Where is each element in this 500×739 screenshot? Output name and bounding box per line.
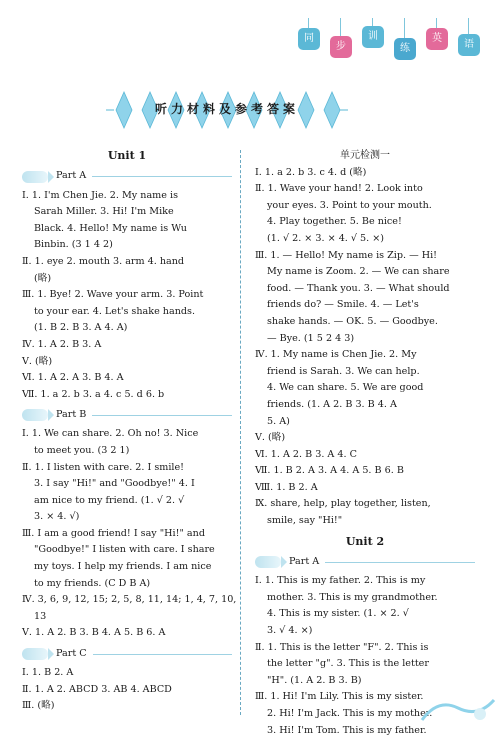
answer-line: Ⅸ. share, help, play together, listen, (255, 498, 431, 510)
answer-line: Ⅳ. 1. A 2. B 3. A (22, 338, 102, 350)
answer-line: (1. √ 2. × 3. × 4. √ 5. ×) (267, 232, 385, 244)
answer-line: Ⅶ. 1. B 2. A 3. A 4. A 5. B 6. B (255, 465, 404, 477)
answer-line: 13 (34, 610, 47, 622)
header-tag: 同 (298, 28, 320, 50)
answer-line: Ⅰ. 1. We can share. 2. Oh no! 3. Nice (22, 428, 199, 440)
answer-line: shake hands. — OK. 5. — Goodbye. (267, 315, 438, 327)
answer-line: Ⅰ. 1. I'm Chen Jie. 2. My name is (22, 189, 178, 201)
arrow-icon (22, 409, 48, 421)
answer-line: 3. I say "Hi!" and "Goodbye!" 4. I (34, 478, 195, 490)
banner-title: 听力材料及参考答案 (154, 102, 299, 116)
answer-line: mother. 3. This is my grandmother. (267, 591, 438, 603)
answer-line: Ⅵ. 1. A 2. B 3. A 4. C (255, 448, 357, 460)
answer-line: Ⅲ. 1. Hi! I'm Lily. This is my sister. (255, 691, 424, 703)
header-tag: 训 (362, 26, 384, 48)
right-column (255, 148, 475, 739)
divider-line (92, 176, 232, 177)
answer-line: 4. This is my sister. (1. × 2. √ (267, 608, 409, 620)
part-c-answers (22, 665, 232, 715)
answer-line: Ⅲ. 1. Bye! 2. Wave your arm. 3. Point (22, 289, 204, 301)
part-a-label: Part A (255, 553, 475, 571)
answer-line: 2. Hi! I'm Jack. This is my mother. (267, 708, 433, 719)
answer-line: "H". (1. A 2. B 3. B) (267, 674, 362, 686)
answer-line: Ⅵ. 1. A 2. A 3. B 4. A (22, 372, 124, 384)
part-b-answers (22, 426, 237, 642)
answer-line: friends. (1. A 2. B 3. B 4. A (267, 398, 397, 410)
header-tag: 步 (330, 36, 352, 58)
test-answers (255, 165, 475, 530)
answer-line: the letter "g". 3. This is the letter (267, 658, 429, 670)
answer-line: Ⅳ. 3, 6, 9, 12, 15; 2, 5, 8, 11, 14; 1, 4, 7, 10, (22, 594, 237, 606)
answer-line: Ⅲ. I am a good friend! I say "Hi!" and (22, 527, 205, 539)
answer-line: (1. B 2. B 3. A 4. A) (34, 322, 128, 334)
answer-line: 3. √ 4. ×) (267, 625, 313, 637)
tag-string (404, 18, 405, 38)
page-header (0, 0, 500, 116)
answer-line: to your ear. 4. Let's shake hands. (34, 305, 195, 317)
answer-line: 4. Play together. 5. Be nice! (267, 216, 402, 228)
divider-line (93, 654, 232, 655)
answer-line: Ⅴ. (略) (22, 355, 53, 367)
answer-line: Ⅱ. 1. This is the letter "F". 2. This is (255, 641, 429, 653)
tag-string (436, 18, 437, 28)
answer-line: friend is Sarah. 3. We can help. (267, 365, 420, 377)
answer-line: Sarah Miller. 3. Hi! I'm Mike (34, 206, 174, 218)
answer-line: Black. 4. Hello! My name is Wu (34, 222, 187, 234)
tag-string (308, 18, 309, 28)
answer-line: Binbin. (3 1 4 2) (34, 239, 113, 251)
answer-line: Ⅴ. (略) (255, 432, 286, 444)
arrow-icon (22, 648, 48, 660)
arrow-icon (255, 556, 281, 568)
header-tag: 练 (394, 38, 416, 60)
answer-line: My name is Zoom. 2. — We can share (267, 266, 450, 278)
answer-line: friends do? — Smile. 4. — Let's (267, 299, 419, 311)
answer-line: Ⅴ. 1. A 2. B 3. B 4. A 5. B 6. A (22, 627, 166, 639)
answer-line: — Bye. (1 5 2 4 3) (267, 332, 355, 344)
divider-line (92, 415, 232, 416)
header-tag: 英 (426, 28, 448, 50)
tag-string (340, 18, 341, 36)
answer-line: Ⅲ. 1. — Hello! My name is Zip. — Hi! (255, 249, 438, 261)
answer-line: am nice to my friend. (1. √ 2. √ (34, 494, 185, 506)
part-b-label: Part B (22, 406, 232, 424)
answer-line: to my friends. (C D B A) (34, 577, 151, 589)
unit-title: Unit 2 (345, 534, 385, 548)
header-tag: 语 (458, 34, 480, 56)
answer-line: smile, say "Hi!" (267, 515, 343, 527)
answer-line: Ⅱ. 1. Wave your hand! 2. Look into (255, 183, 423, 195)
tag-string (372, 18, 373, 26)
answer-line: Ⅰ. 1. This is my father. 2. This is my (255, 575, 426, 587)
answer-line: to meet you. (3 2 1) (34, 444, 130, 456)
answer-line: Ⅰ. 1. B 2. A (22, 667, 74, 679)
answer-line: (略) (34, 272, 52, 284)
answer-line: Ⅱ. 1. A 2. ABCD 3. AB 4. ABCD (22, 683, 172, 695)
divider-line (325, 562, 475, 563)
header-tags (298, 18, 488, 64)
answer-line: "Goodbye!" I listen with care. I share (34, 544, 215, 556)
left-column (22, 148, 237, 715)
column-divider (240, 150, 241, 715)
answer-line: Ⅲ. (略) (22, 700, 55, 712)
answer-line: 3. × 4. √) (34, 511, 80, 523)
answer-line: my toys. I help my friends. I am nice (34, 561, 212, 573)
answer-line: Ⅶ. 1. a 2. b 3. a 4. c 5. d 6. b (22, 388, 165, 400)
answer-line: 5. A) (267, 415, 290, 427)
answer-line: Ⅰ. 1. a 2. b 3. c 4. d (略) (255, 166, 367, 178)
corner-decoration (418, 690, 498, 726)
answer-line: Ⅷ. 1. B 2. A (255, 481, 318, 493)
answer-line: Ⅱ. 1. eye 2. mouth 3. arm 4. hand (22, 255, 185, 267)
unit-title: Unit 1 (107, 149, 147, 162)
answer-line: Ⅳ. 1. My name is Chen Jie. 2. My (255, 349, 417, 361)
arrow-icon (22, 171, 48, 183)
part-a-answers (22, 188, 232, 404)
part-c-label: Part C (22, 645, 232, 663)
tag-string (468, 18, 469, 34)
answer-line: 3. Hi! I'm Tom. This is my father. (267, 724, 427, 736)
answer-line: 4. We can share. 5. We are good (267, 382, 424, 394)
answer-line: your eyes. 3. Point to your mouth. (267, 199, 432, 211)
answer-line: Ⅱ. 1. I listen with care. 2. I smile! (22, 461, 185, 473)
part-a-label: Part A (22, 168, 232, 186)
answer-line: food. — Thank you. 3. — What should (267, 282, 450, 294)
test-title: 单元检测一 (340, 150, 390, 161)
